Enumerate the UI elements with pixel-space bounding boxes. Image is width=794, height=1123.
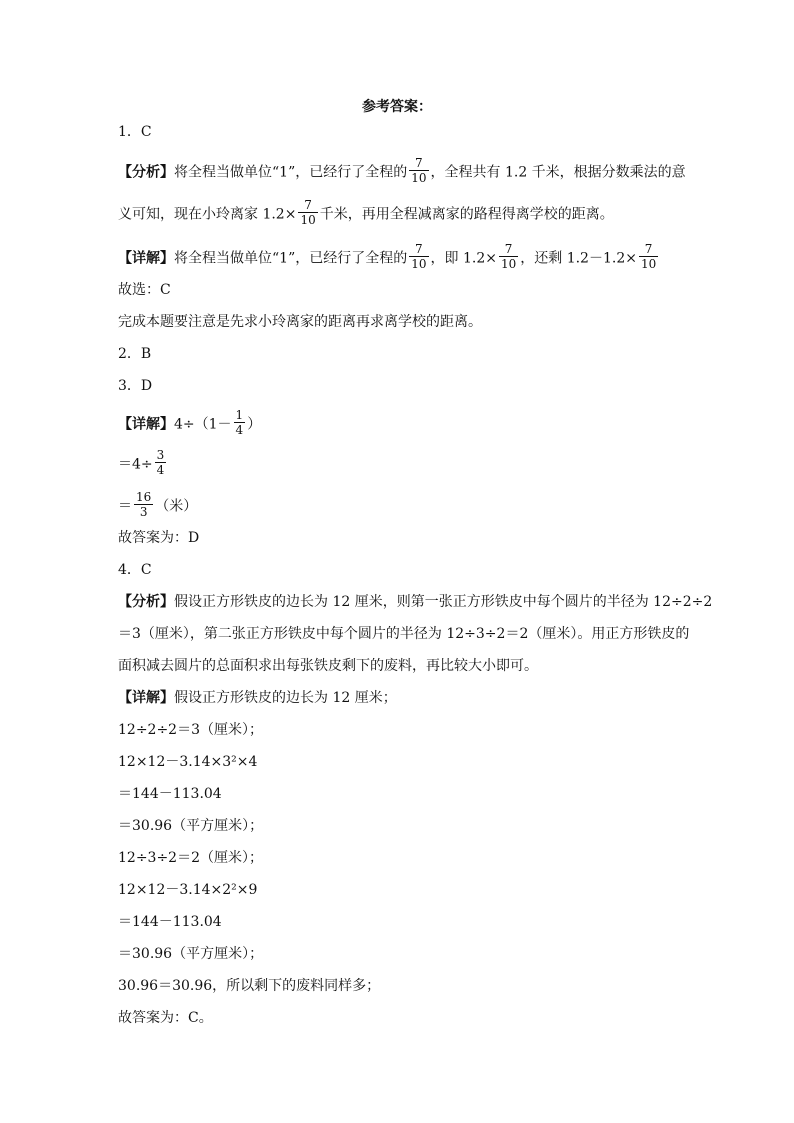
q3-step3: ＝ $\frac{16}{3}$ （米） — [118, 490, 198, 519]
q4-step: 12÷2÷2＝3（厘米）； — [118, 722, 263, 738]
q4-step: 12×12－3.14×3²×4 — [118, 754, 258, 770]
fraction-16-3: $\frac{16}{3}$ — [136, 490, 152, 519]
q4-analysis-line1: 【分析】假设正方形铁皮的边长为 12 厘米，则第一张正方形铁皮中每个圆片的半径为 12÷2÷2 — [118, 594, 713, 610]
q4-step: 12×12－3.14×2²×9 — [118, 882, 258, 898]
q1-analysis-line2: 义可知，现在小玲离家 1.2× $\frac{7}{10}$ 千米，再用全程减离家的路程得离学校的距离。 — [118, 198, 614, 227]
q1-detail-line: 【详解】将全程当做单位“1”，已经行了全程的 $\frac{7}{10}$ ，即 1.2× $\frac{7}{10}$ ，还剩 1.2－1.2× $\frac{7}{10}$ — [118, 242, 657, 271]
q4-step: ＝30.96（平方厘米）； — [118, 818, 264, 834]
fraction-7-10: $\frac{7}{10}$ — [640, 242, 657, 271]
q1-choice: 故选：C — [118, 282, 171, 298]
q4-analysis-line3: 面积减去圆片的总面积求出每张铁皮剩下的废料，再比较大小即可。 — [118, 658, 538, 674]
fraction-1-4: $\frac{1}{4}$ — [235, 408, 244, 437]
q4-detail-line: 【详解】假设正方形铁皮的边长为 12 厘米； — [118, 690, 397, 706]
q4-step: ＝144－113.04 — [118, 914, 222, 930]
q4-step: ＝30.96（平方厘米）； — [118, 946, 264, 962]
q3-step2: ＝4÷ $\frac{3}{4}$ — [118, 448, 165, 477]
page-title: 参考答案： — [362, 99, 432, 115]
q4-step: ＝144－113.04 — [118, 786, 222, 802]
q4-number: 4．C — [118, 562, 152, 578]
q1-note: 完成本题要注意是先求小玲离家的距离再求离学校的距离。 — [118, 314, 482, 330]
q4-answer: 故答案为：C。 — [118, 1010, 213, 1026]
fraction-7-10: $\frac{7}{10}$ — [411, 242, 427, 271]
fraction-7-10: $\frac{7}{10}$ — [411, 156, 427, 185]
q2-number: 2．B — [118, 346, 152, 362]
q3-step1: 【详解】4÷（1－ $\frac{1}{4}$ ） — [118, 408, 262, 437]
detail-tag: 【详解】 — [118, 250, 174, 267]
detail-tag: 【详解】 — [118, 416, 174, 433]
analysis-tag: 【分析】 — [118, 164, 174, 181]
q4-conclusion: 30.96＝30.96，所以剩下的废料同样多； — [118, 978, 381, 994]
q4-step: 12÷3÷2＝2（厘米）； — [118, 850, 263, 866]
q3-number: 3．D — [118, 378, 153, 394]
fraction-7-10: $\frac{7}{10}$ — [500, 242, 517, 271]
fraction-3-4: $\frac{3}{4}$ — [156, 448, 165, 477]
analysis-tag: 【分析】 — [118, 594, 174, 610]
q3-answer: 故答案为：D — [118, 530, 200, 546]
fraction-7-10: $\frac{7}{10}$ — [300, 198, 316, 227]
q1-analysis-line1: 【分析】将全程当做单位“1”，已经行了全程的 $\frac{7}{10}$ ，全程共有 1.2 千米，根据分数乘法的意 — [118, 156, 686, 185]
detail-tag: 【详解】 — [118, 690, 174, 706]
q4-analysis-line2: ＝3（厘米），第二张正方形铁皮中每个圆片的半径为 12÷3÷2＝2（厘米）。用正方形铁皮的 — [118, 626, 690, 642]
q1-number: 1．C — [118, 124, 152, 140]
